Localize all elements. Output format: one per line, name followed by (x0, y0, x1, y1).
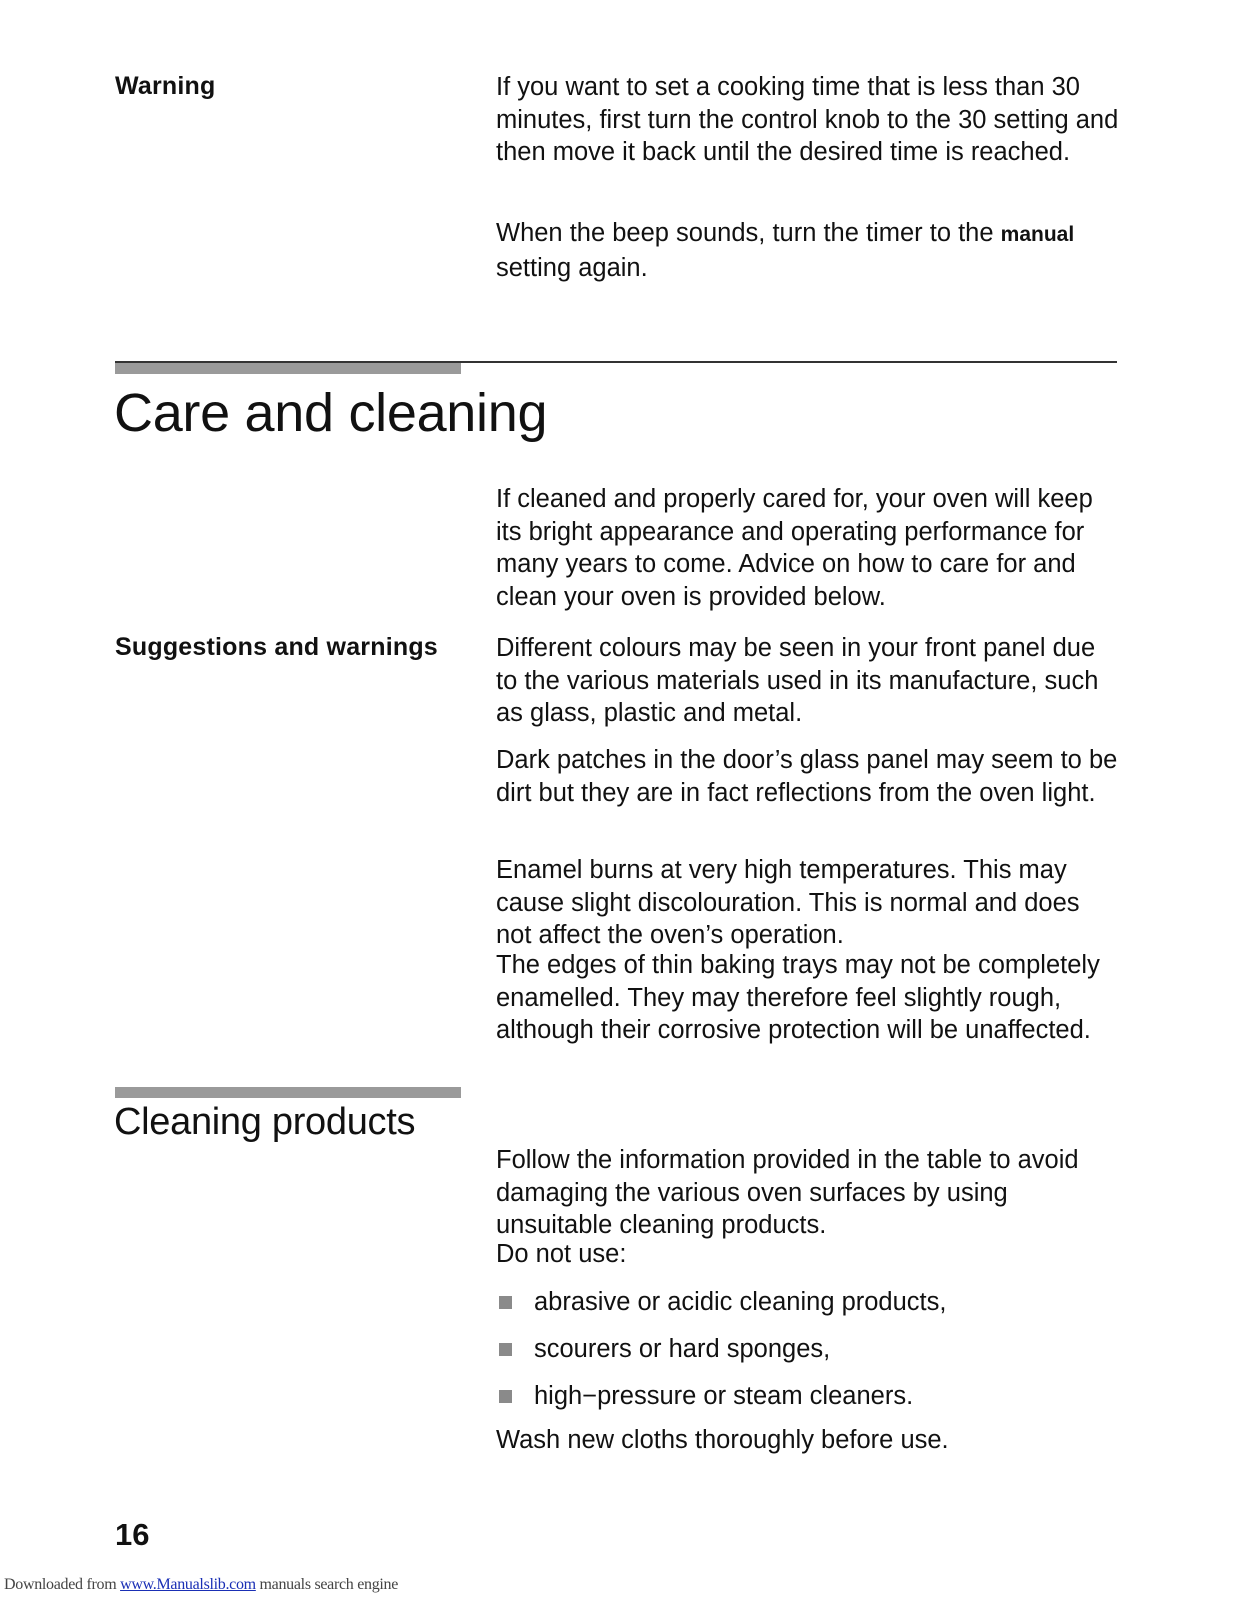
manualslib-link[interactable]: www.Manualslib.com (120, 1576, 256, 1593)
text-run: setting again. (496, 253, 648, 282)
square-bullet-icon (499, 1296, 512, 1309)
page-number: 16 (115, 1517, 150, 1552)
care-intro-paragraph: If cleaned and properly cared for, your oven will keep its bright appearance and operating performance for many years to come. Advice on how to care for and clean your oven is provided below. (496, 485, 1093, 611)
list-item-text: high−pressure or steam cleaners. (534, 1382, 914, 1410)
products-intro-paragraph: Follow the information provided in the table to avoid damaging the various oven surfaces by using unsuitable cleaning products. (496, 1146, 1079, 1239)
section-accent-bar (115, 363, 461, 374)
download-footer (4, 1576, 398, 1594)
warning-paragraph: If you want to set a cooking time that is less than 30 minutes, first turn the control knob to the 30 setting and then move it back until the desired time is reached. (496, 73, 1119, 166)
section-accent-bar (115, 1087, 461, 1098)
cleaning-products-heading: Cleaning products (114, 1101, 416, 1143)
list-item (496, 1286, 1121, 1333)
suggestions-label: Suggestions and warnings (115, 633, 438, 661)
list-item (496, 1333, 1121, 1380)
footer-suffix: manuals search engine (255, 1576, 399, 1593)
list-item (496, 1380, 1121, 1427)
warning-label: Warning (115, 72, 216, 100)
do-not-use-list (496, 1286, 1121, 1427)
manual-setting-term: manual (1000, 223, 1075, 246)
suggestions-paragraph-1: Different colours may be seen in your front panel due to the various materials used in its manufacture, such as glass, plastic and metal. (496, 634, 1099, 727)
list-item-text: scourers or hard sponges, (534, 1335, 831, 1363)
care-cleaning-heading: Care and cleaning (114, 383, 548, 443)
footer-prefix: Downloaded from (4, 1576, 121, 1593)
square-bullet-icon (499, 1343, 512, 1356)
list-item-text: abrasive or acidic cleaning products, (534, 1288, 947, 1316)
suggestions-paragraph-4: The edges of thin baking trays may not be completely enamelled. They may therefore feel slightly rough, although their corrosive protection will be unaffected. (496, 951, 1100, 1044)
warning-paragraph-2 (496, 217, 1121, 284)
suggestions-paragraph-3: Enamel burns at very high temperatures. This may cause slight discolouration. This is normal and does not affect the oven’s operation. (496, 856, 1080, 949)
square-bullet-icon (499, 1390, 512, 1403)
suggestions-paragraph-2: Dark patches in the door’s glass panel may seem to be dirt but they are in fact reflections from the oven light. (496, 746, 1118, 807)
text-run: When the beep sounds, turn the timer to the (496, 219, 1001, 247)
closing-paragraph: Wash new cloths thoroughly before use. (496, 1426, 949, 1454)
do-not-use-label: Do not use: (496, 1240, 627, 1268)
